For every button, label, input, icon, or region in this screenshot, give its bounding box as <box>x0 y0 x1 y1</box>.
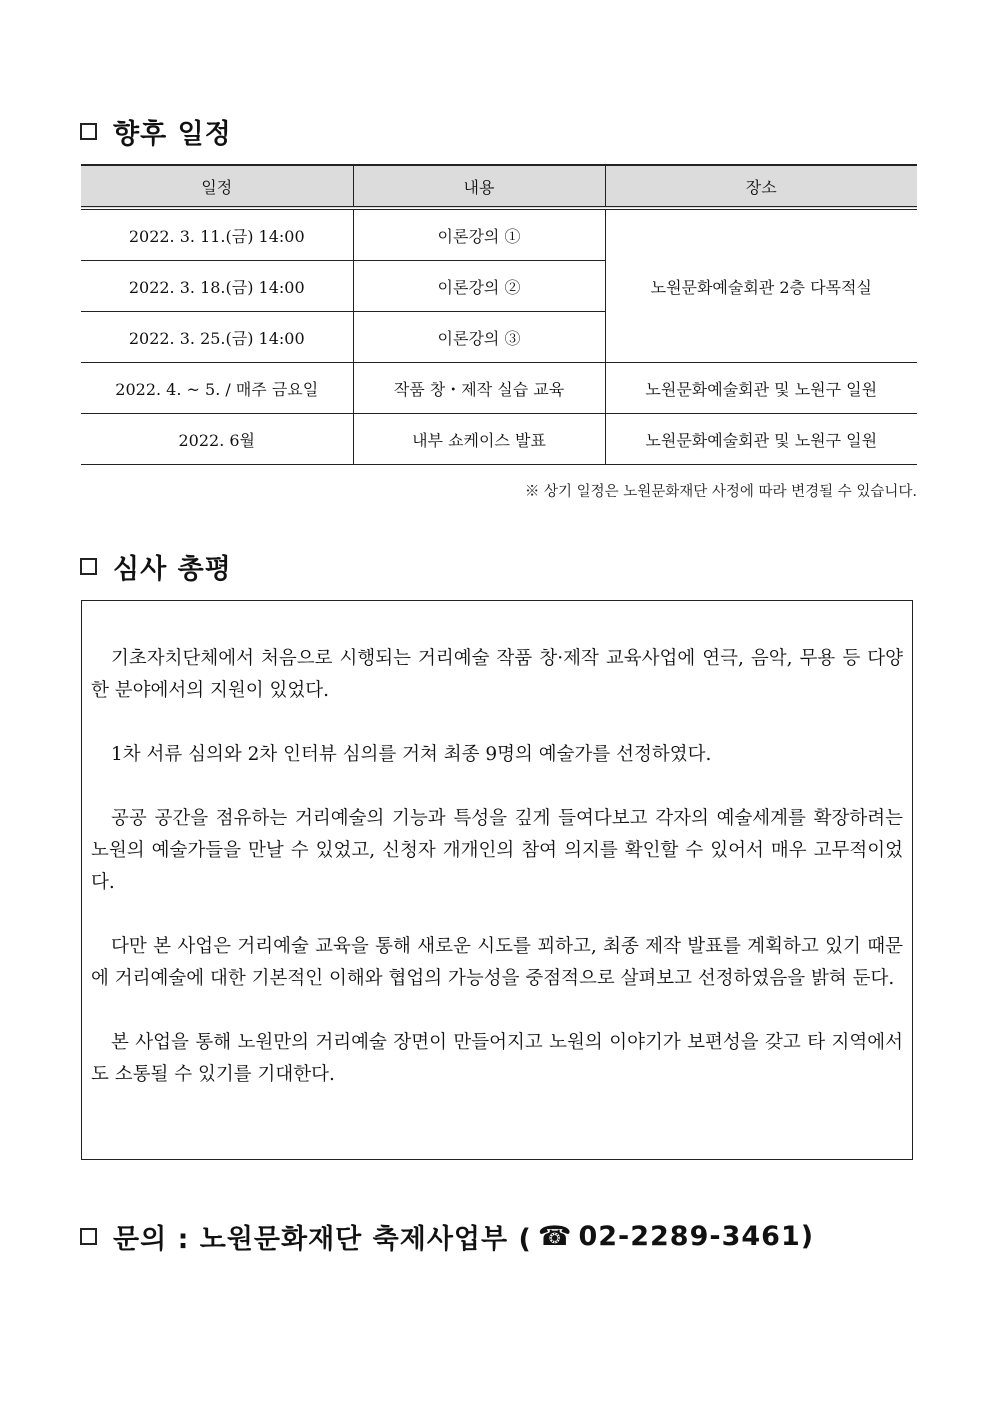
cell-content: 이론강의 ③ <box>353 312 605 363</box>
cell-place: 노원문화예술회관 및 노원구 일원 <box>605 414 917 465</box>
cell-place-merged: 노원문화예술회관 2층 다목적실 <box>605 208 917 363</box>
contact-heading <box>80 1217 814 1256</box>
cell-date: 2022. 3. 11.(금) 14:00 <box>81 208 353 261</box>
cell-content: 작품 창・제작 실습 교육 <box>353 363 605 414</box>
cell-content: 이론강의 ① <box>353 208 605 261</box>
table-row <box>81 414 917 465</box>
table-row <box>81 363 917 414</box>
schedule-note: ※ 상기 일정은 노원문화재단 사정에 따라 변경될 수 있습니다. <box>524 484 917 500</box>
review-box <box>81 600 913 1160</box>
header-place: 장소 <box>605 165 917 208</box>
contact-prefix: 문의 : 노원문화재단 축제사업부 ( <box>113 1224 532 1255</box>
cell-content: 이론강의 ② <box>353 261 605 312</box>
cell-date: 2022. 3. 18.(금) 14:00 <box>81 261 353 312</box>
checkbox-square-icon <box>80 1228 97 1245</box>
schedule-heading <box>80 112 232 151</box>
review-paragraph: 공공 공간을 점유하는 거리예술의 기능과 특성을 깊게 들여다보고 각자의 예술세계를 확장하려는 노원의 예술가들을 만날 수 있었고, 신청자 개개인의 참여 의지를 확인할 수 있어서 매우 고무적이었다. <box>91 808 903 893</box>
review-paragraph: 본 사업을 통해 노원만의 거리예술 장면이 만들어지고 노원의 이야기가 보편성을 갖고 타 지역에서도 소통될 수 있기를 기대한다. <box>91 1032 903 1085</box>
phone-icon: ☎ <box>537 1221 573 1252</box>
checkbox-square-icon <box>80 558 97 575</box>
table-header-row <box>81 165 917 208</box>
cell-date: 2022. 6월 <box>81 414 353 465</box>
cell-content: 내부 쇼케이스 발표 <box>353 414 605 465</box>
contact-suffix: ) <box>800 1221 815 1252</box>
cell-date: 2022. 3. 25.(금) 14:00 <box>81 312 353 363</box>
contact-number: 02-2289-3461 <box>578 1221 801 1252</box>
schedule-title: 향후 일정 <box>113 119 232 150</box>
checkbox-square-icon <box>80 123 97 140</box>
review-heading <box>80 547 232 586</box>
review-paragraph: 기초자치단체에서 처음으로 시행되는 거리예술 작품 창·제작 교육사업에 연극, 음악, 무용 등 다양한 분야에서의 지원이 있었다. <box>91 648 903 701</box>
table-row <box>81 208 917 261</box>
header-date: 일정 <box>81 165 353 208</box>
cell-date: 2022. 4. ~ 5. / 매주 금요일 <box>81 363 353 414</box>
review-title: 심사 총평 <box>113 554 232 585</box>
header-content: 내용 <box>353 165 605 208</box>
review-paragraph: 다만 본 사업은 거리예술 교육을 통해 새로운 시도를 꾀하고, 최종 제작 발표를 계획하고 있기 때문에 거리예술에 대한 기본적인 이해와 협업의 가능성을 중점적으로 살펴보고 선정하였음을 밝혀 둔다. <box>91 936 903 989</box>
review-paragraph: 1차 서류 심의와 2차 인터뷰 심의를 거쳐 최종 9명의 예술가를 선정하였다. <box>111 744 712 765</box>
cell-place: 노원문화예술회관 및 노원구 일원 <box>605 363 917 414</box>
schedule-table <box>81 164 917 465</box>
